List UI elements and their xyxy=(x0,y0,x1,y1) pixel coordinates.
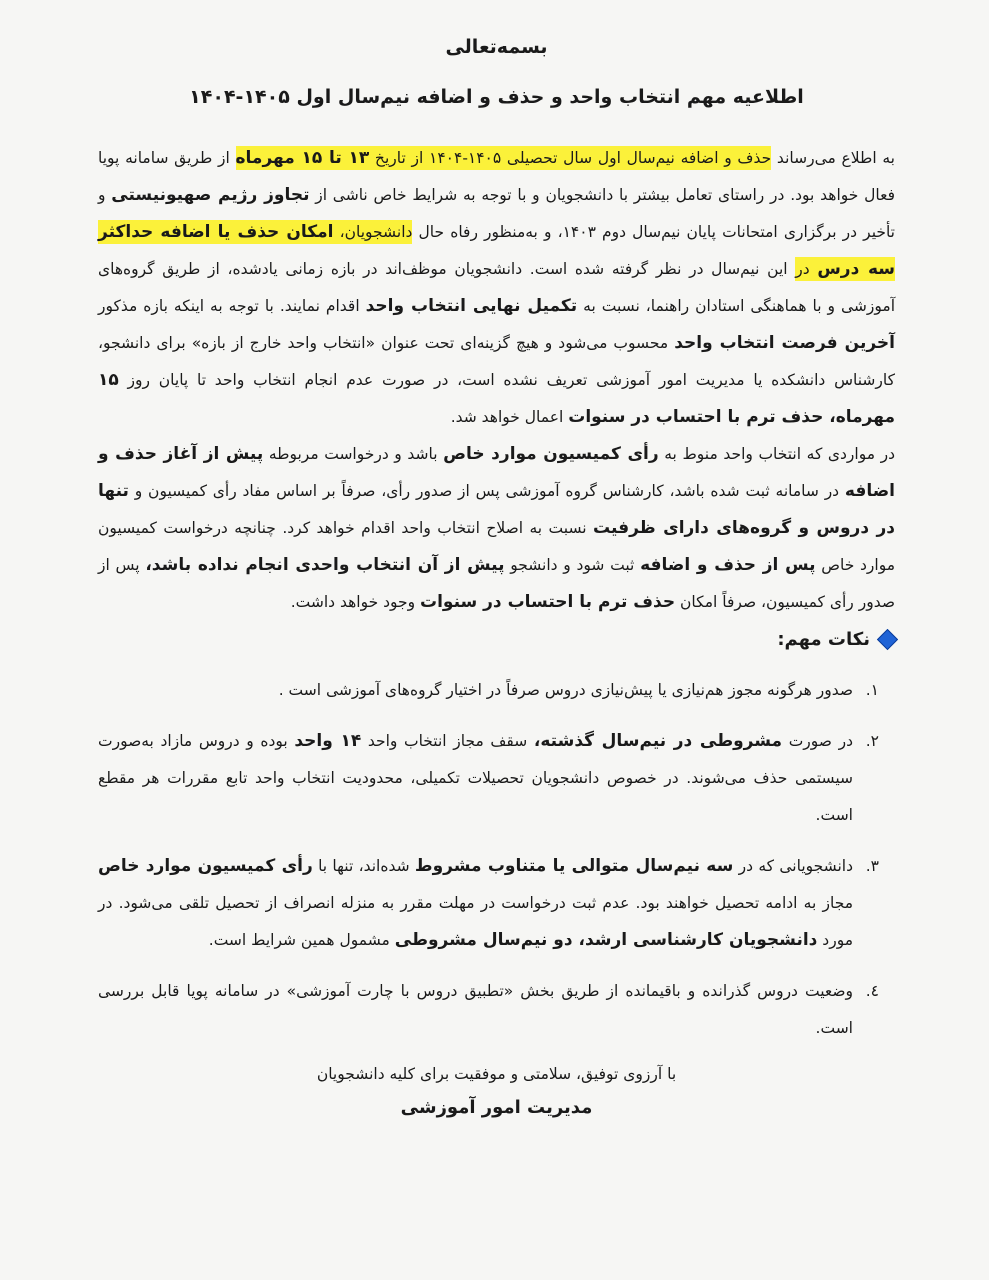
page-title: اطلاعیه مهم انتخاب واحد و حذف و اضافه نیم‌سال اول ۱۴۰۵-۱۴۰۴ xyxy=(189,86,804,108)
highlight: حذف و اضافه نیم‌سال اول سال تحصیلی ۱۴۰۵-۱۴۰۴ از تاریخ ۱۳ تا ۱۵ مهرماه xyxy=(235,148,772,168)
list-item: ۳. دانشجویانی که در سه نیم‌سال متوالی یا متناوب مشروط شده‌اند، تنها با رأی کمیسیون موارد خاص مجاز به ادامه تحصیل خواهند بود. عدم ثبت درخواست در مهلت مقرر به منزله انصراف از تحصیل تلقی می‌شود. در مورد دانشجویان کارشناسی ارشد، دو نیم‌سال مشروطی مشمول همین شرایط است. xyxy=(98,856,879,950)
highlight: دانشجویان، امکان حذف یا اضافه حداکثر سه درس در xyxy=(98,222,895,279)
diamond-bullet-icon xyxy=(877,629,898,650)
list-item: ۱. صدور هرگونه مجوز هم‌نیازی یا پیش‌نیازی دروس صرفاً در اختیار گروه‌های آموزشی است . xyxy=(278,681,879,699)
commission-paragraph: در مواردی که انتخاب واحد منوط به رأی کمیسیون موارد خاص باشد و درخواست مربوطه پیش از آغاز حذف و اضافه در سامانه ثبت شده باشد، کارشناس گروه آموزشی پس از صدور رأی، صرفاً بر اساس مفاد رأی کمیسیون و تنها در دروس و گروه‌های دارای ظرفیت نسبت به اصلاح انتخاب واحد اقدام خواهد کرد. چنانچه درخواست کمیسیون موارد خاص پس از حذف و اضافه ثبت شود و دانشجو پیش از آن انتخاب واحدی انجام نداده باشد، پس از صدور رأی کمیسیون، صرفاً امکان حذف ترم با احتساب در سنوات وجود خواهد داشت. xyxy=(98,444,896,612)
intro-paragraph: به اطلاع می‌رساند حذف و اضافه نیم‌سال اول سال تحصیلی ۱۴۰۵-۱۴۰۴ از تاریخ ۱۳ تا ۱۵ مهرماه از طریق سامانه پویا فعال خواهد بود. در راستای تعامل بیشتر با دانشجویان و با توجه به شرایط خاص ناشی از تجاوز رژیم صهیونیستی و تأخیر در برگزاری امتحانات پایان نیم‌سال دوم ۱۴۰۳، و به‌منظور رفاه حال دانشجویان، امکان حذف یا اضافه حداکثر سه درس در این نیم‌سال در نظر گرفته شده است. دانشجویان موظف‌اند در بازه زمانی یادشده، از طریق گروه‌های آموزشی و با هماهنگی استادان راهنما، نسبت به تکمیل نهایی انتخاب واحد اقدام نمایند. با توجه به اینکه بازه مذکور آخرین فرصت انتخاب واحد محسوب می‌شود و هیچ گزینه‌ای تحت عنوان «انتخاب واحد خارج از بازه» برای دانشجو، کارشناس دانشکده یا مدیریت امور آموزشی تعریف نشده است، در صورت عدم انجام انتخاب واحد تا پایان روز ۱۵ مهرماه، حذف ترم با احتساب در سنوات اعمال خواهد شد. xyxy=(98,148,895,427)
list-item: ۲. در صورت مشروطی در نیم‌سال گذشته، سقف مجاز انتخاب واحد ۱۴ واحد بوده و دروس مازاد به‌صورت سیستمی حذف می‌شوند. در خصوص دانشجویان تحصیلات تکمیلی، محدودیت انتخاب واحد تابع مقررات هر مقطع است. xyxy=(98,731,879,824)
notes-list xyxy=(98,672,895,1047)
list-item: ٤. وضعیت دروس گذرانده و باقیمانده از طریق بخش «تطبیق دروس با چارت آموزشی» در سامانه پویا قابل بررسی است. xyxy=(98,982,879,1037)
signature: مدیریت امور آموزشی xyxy=(400,1097,593,1118)
notes-heading: نکات مهم: xyxy=(98,629,895,650)
basmala: بسمه‌تعالی xyxy=(445,36,548,58)
closing-line: با آرزوی توفیق، سلامتی و موفقیت برای کلیه دانشجویان xyxy=(316,1065,677,1083)
